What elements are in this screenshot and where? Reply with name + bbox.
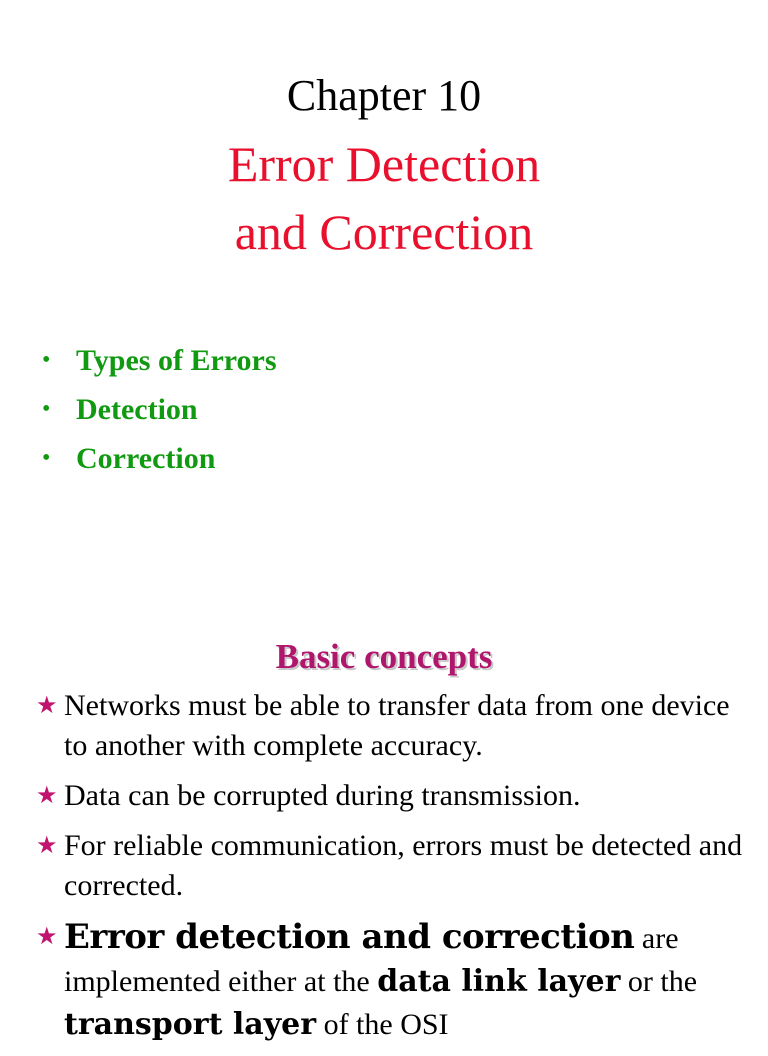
slide-title-line-2: and Correction: [234, 204, 534, 260]
concept-bold-term: transport layer: [64, 1007, 317, 1042]
concept-item: [36, 826, 756, 906]
topic-list: [42, 336, 277, 483]
topic-label: Correction: [76, 442, 216, 475]
topic-item: [42, 434, 277, 483]
concept-item: [36, 686, 756, 766]
concept-text: For reliable communication, errors must be detected and corrected.: [64, 829, 743, 902]
concept-text: of the OSI: [316, 1008, 449, 1041]
star-icon: ★: [36, 783, 58, 809]
concept-text: Networks must be able to transfer data from one device to another with complete accuracy.: [64, 689, 730, 762]
concept-lead: Error detection and correction: [64, 917, 635, 957]
bullet-icon: •: [42, 445, 51, 471]
slide-title-line-1: Error Detection: [227, 136, 541, 192]
slide-title: [0, 130, 768, 266]
concept-text: or the: [620, 965, 698, 998]
concept-bold-term: data link layer: [377, 964, 621, 999]
topic-label: Detection: [76, 393, 198, 426]
bullet-icon: •: [42, 347, 51, 373]
topic-label: Types of Errors: [76, 344, 277, 377]
concept-list: [36, 686, 756, 1056]
section-heading: Basic concepts: [275, 637, 493, 676]
chapter-label: Chapter 10: [286, 71, 482, 120]
concept-text: are implemented either at the: [64, 922, 679, 998]
star-icon: ★: [36, 693, 58, 719]
topic-item: [42, 385, 277, 434]
concept-item: [36, 776, 756, 816]
concept-text: Data can be corrupted during transmission.: [64, 779, 581, 812]
star-icon: ★: [36, 833, 58, 859]
bullet-icon: •: [42, 396, 51, 422]
star-icon: ★: [36, 924, 58, 950]
topic-item: [42, 336, 277, 385]
concept-item: [36, 916, 756, 1046]
